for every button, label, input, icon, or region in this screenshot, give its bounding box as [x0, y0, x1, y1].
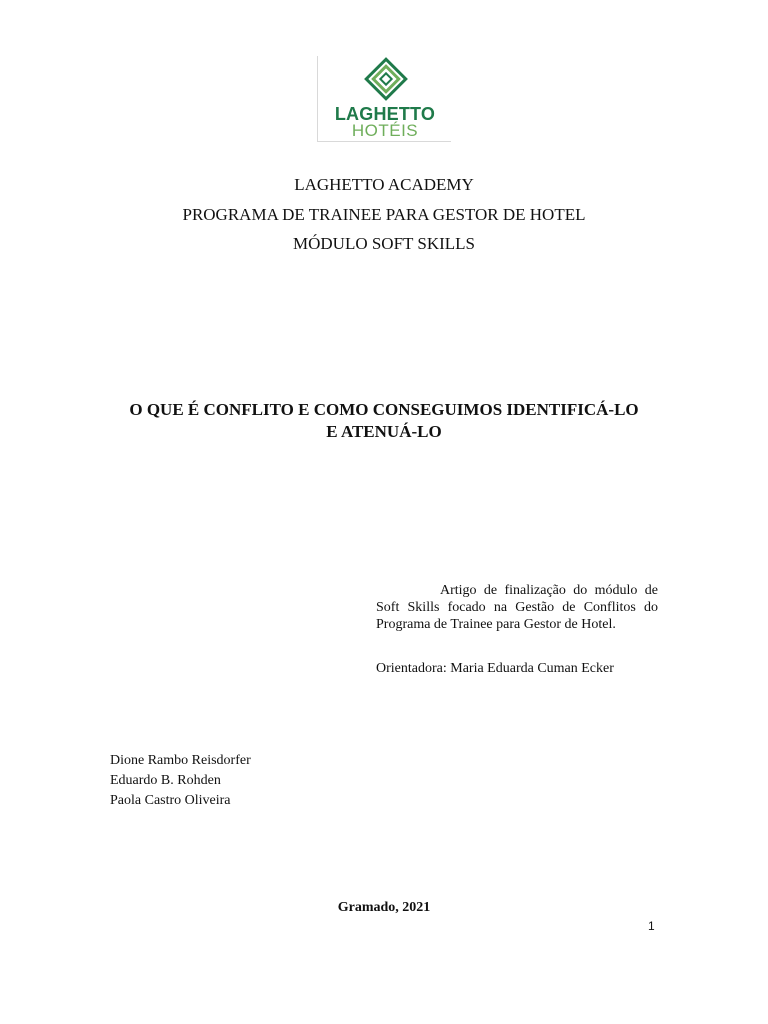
logo-subtitle: HOTÉIS [351, 121, 419, 140]
academy-name: LAGHETTO ACADEMY [294, 175, 474, 194]
page-number: 1 [648, 919, 655, 933]
author-name: Paola Castro Oliveira [110, 793, 231, 808]
author-name: Dione Rambo Reisdorfer [110, 753, 251, 768]
advisor-name: Orientadora: Maria Eduarda Cuman Ecker [376, 661, 614, 676]
abstract-note: Artigo de finalização do módulo de Soft Skills focado na Gestão de Conflitos do Programa de Trainee para Gestor de Hotel. [376, 583, 658, 632]
authors-list [110, 751, 251, 811]
module-name: MÓDULO SOFT SKILLS [293, 234, 475, 253]
author-name: Eduardo B. Rohden [110, 773, 221, 788]
document-title-line-2: E ATENUÁ-LO [326, 422, 442, 441]
logo-name: LAGHETTO [334, 104, 436, 124]
place-and-date: Gramado, 2021 [337, 900, 431, 915]
company-logo [317, 56, 451, 142]
document-title-line-1: O QUE É CONFLITO E COMO CONSEGUIMOS IDENTIFICÁ-LO [129, 400, 639, 419]
laghetto-diamond-logo-icon [363, 56, 409, 102]
program-name: PROGRAMA DE TRAINEE PARA GESTOR DE HOTEL [182, 205, 586, 224]
